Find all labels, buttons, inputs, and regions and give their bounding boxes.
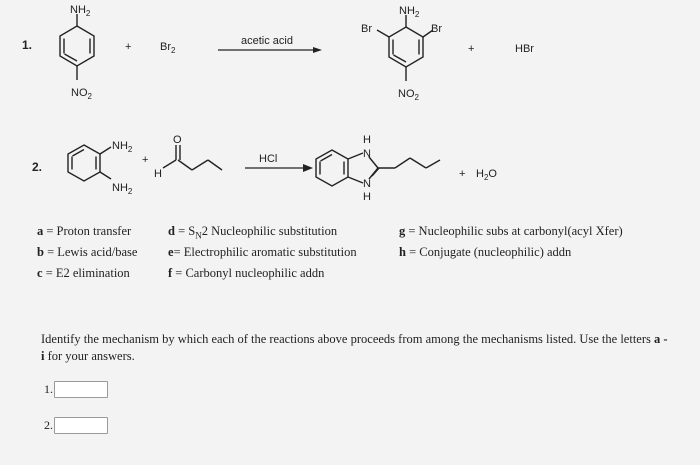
reactant1-nh2: $NH_2$ bbox=[70, 4, 91, 18]
product1-no2: $NO_2$ bbox=[398, 88, 419, 102]
reactant-phenylenediamine bbox=[68, 145, 111, 181]
plus-sign: + bbox=[468, 43, 475, 55]
plus-sign: + bbox=[459, 168, 466, 180]
mechanism-e: e= Electrophilic aromatic substitution bbox=[168, 245, 357, 259]
mechanism-b: b = Lewis acid/base bbox=[37, 245, 138, 259]
reactant2-nh2-bottom: $NH_2$ bbox=[112, 182, 133, 196]
product1-br-left: Br bbox=[361, 23, 372, 35]
product1-nh2: $NH_2$ bbox=[399, 5, 420, 19]
aldehyde-hydrogen: H bbox=[154, 168, 162, 180]
ring-hydrogen-bottom: H bbox=[363, 191, 371, 203]
mechanism-h: h = Conjugate (nucleophilic) addn bbox=[399, 245, 572, 259]
question-text: Identify the mechanism by which each of the reactions above proceeds from among the mechanisms listed. Use the letters a - i for your answers. bbox=[41, 332, 668, 363]
product1-br-right: Br bbox=[431, 23, 442, 35]
carbonyl-oxygen: O bbox=[173, 134, 182, 146]
mechanism-g: g = Nucleophilic subs at carbonyl(acyl Xfer) bbox=[399, 224, 623, 238]
mechanism-c: c = E2 elimination bbox=[37, 266, 130, 280]
mechanism-f: f = Carbonyl nucleophilic addn bbox=[168, 266, 325, 280]
product-dibromonitroaniline bbox=[377, 15, 433, 81]
answer-label-2: 2. bbox=[44, 418, 53, 432]
answer-row-1 bbox=[44, 381, 108, 398]
mechanism-d: $d = S_N2$ Nucleophilic substitution bbox=[168, 224, 338, 241]
reactant-butanal bbox=[163, 145, 222, 170]
reaction-2-number: 2. bbox=[32, 160, 43, 174]
reaction-arrow-1 bbox=[218, 47, 322, 53]
plus-sign: + bbox=[142, 154, 149, 166]
mechanism-a: a = Proton transfer bbox=[37, 224, 132, 238]
reaction-1-number: 1. bbox=[22, 38, 33, 52]
reactant1-no2: $NO_2$ bbox=[71, 87, 92, 101]
answer-row-2 bbox=[44, 417, 108, 434]
ring-hydrogen-top: H bbox=[363, 134, 371, 146]
answer-input-2[interactable] bbox=[54, 417, 108, 434]
reactant2-nh2-top: $NH_2$ bbox=[112, 140, 133, 154]
reagent-br2: $Br_2$ bbox=[160, 41, 176, 55]
answer-label-1: 1. bbox=[44, 382, 53, 396]
condition-hcl: HCl bbox=[259, 153, 278, 165]
byproduct-water: $H_2O$ bbox=[476, 168, 497, 182]
ring-nitrogen-bottom: N bbox=[363, 178, 371, 190]
ring-nitrogen-top: N bbox=[363, 148, 371, 160]
reactant-nitroaniline bbox=[60, 14, 94, 80]
byproduct-hbr: HBr bbox=[515, 43, 534, 55]
plus-sign: + bbox=[125, 41, 132, 53]
condition-acetic-acid: acetic acid bbox=[241, 35, 293, 47]
reaction-arrow-2 bbox=[245, 164, 313, 172]
answer-input-1[interactable] bbox=[54, 381, 108, 398]
product-propylbenzimidazole bbox=[316, 150, 440, 186]
